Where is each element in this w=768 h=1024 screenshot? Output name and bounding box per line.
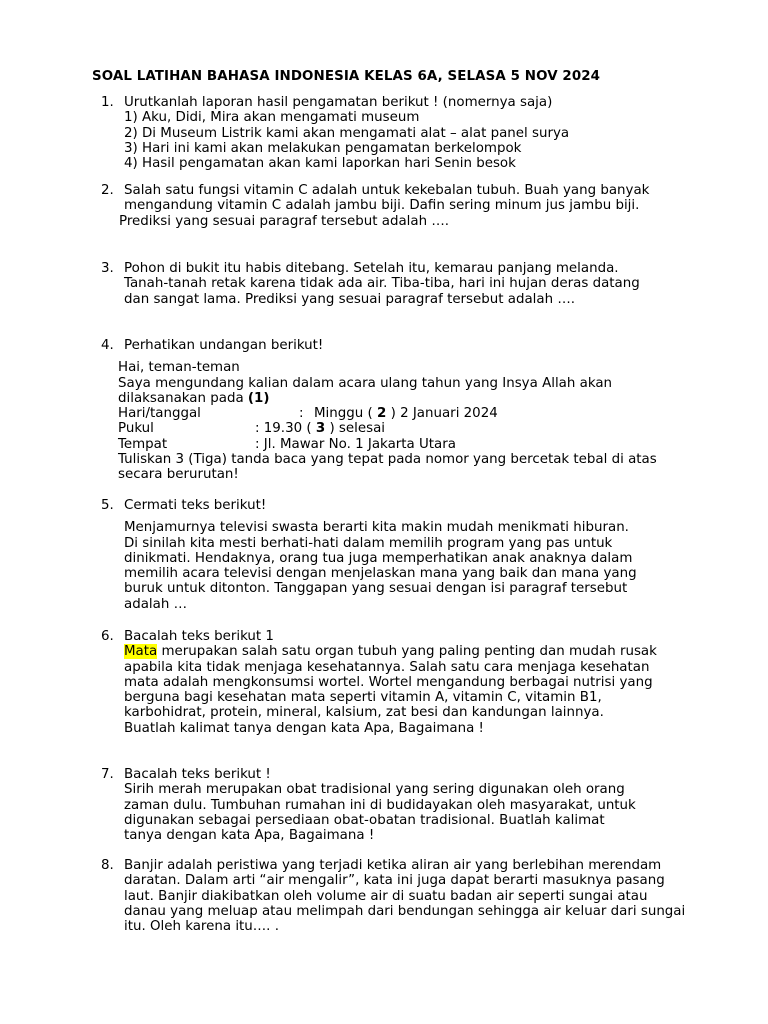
list-item: 1) Aku, Didi, Mira akan mengamati museum bbox=[124, 110, 420, 126]
question-instruction: Tuliskan 3 (Tiga) tanda baca yang tepat pada nomor yang bercetak tebal di atas secara berurutan! bbox=[118, 452, 657, 483]
question-passage: Sirih merah merupakan obat tradisional yang sering digunakan oleh orang zaman dulu. Tumbuhan rumahan ini di budidayakan oleh masyarakat, untuk digunakan sebagai persediaan obat-obatan tradisional. Buatlah kalimat tanya dengan kata Apa, Bagaimana ! bbox=[124, 782, 636, 844]
day-value: Minggu ( 2 ) 2 Januari 2024 bbox=[314, 406, 498, 422]
question-number: 5. bbox=[101, 498, 114, 513]
question-prompt: Buatlah kalimat tanya dengan kata Apa, Bagaimana ! bbox=[124, 720, 484, 736]
question-text: Bacalah teks berikut ! bbox=[124, 767, 271, 782]
question-text: Urutkanlah laporan hasil pengamatan berikut ! (nomernya saja) bbox=[124, 95, 553, 110]
question-1 bbox=[101, 95, 661, 171]
highlighted-word: Mata bbox=[124, 644, 158, 660]
question-6 bbox=[101, 629, 661, 736]
question-5 bbox=[101, 498, 646, 612]
question-3 bbox=[101, 261, 661, 307]
invitation-text: Saya mengundang kalian dalam acara ulang tahun yang Insya Allah akan dilaksanakan pada (1) bbox=[118, 375, 613, 406]
place-value: : Jl. Mawar No. 1 Jakarta Utara bbox=[255, 436, 456, 452]
blank-marker: 2 bbox=[377, 406, 387, 422]
question-number: 7. bbox=[101, 767, 114, 782]
page-title: SOAL LATIHAN BAHASA INDONESIA KELAS 6A, SELASA 5 NOV 2024 bbox=[92, 69, 601, 84]
question-number: 1. bbox=[101, 95, 114, 110]
invitation-greeting: Hai, teman-teman bbox=[118, 360, 240, 376]
blank-marker: 3 bbox=[315, 421, 326, 437]
list-item: 4) Hasil pengamatan akan kami laporkan hari Senin besok bbox=[124, 156, 516, 172]
question-text: Pohon di bukit itu habis ditebang. Setelah itu, kemarau panjang melanda. Tanah-tanah retak karena tidak ada air. Tiba-tiba, hari ini hujan deras datang dan sangat lama. Prediksi yang sesuai paragraf tersebut adalah …. bbox=[124, 261, 640, 307]
question-passage: Menjamurnya televisi swasta berarti kita makin mudah menikmati hiburan. Di sinilah kita mesti berhati-hati dalam memilih program yang pas untuk dinikmati. Hendaknya, orang tua juga memperhatikan anak anaknya dalam memilih acara televisi dengan menjelaskan mana yang baik dan mana yang buruk untuk ditonton. Tanggapan yang sesuai dengan isi paragraf tersebut adalah … bbox=[124, 520, 637, 612]
question-4 bbox=[101, 338, 691, 483]
question-text: Cermati teks berikut! bbox=[124, 498, 267, 513]
question-passage: Mata merupakan salah satu organ tubuh yang paling penting dan mudah rusak apabila kita tidak menjaga kesehatannya. Salah satu cara menjaga kesehatan mata adalah mengkonsumsi wortel. Wortel mengandung berbagai nutrisi yang berguna bagi kesehatan mata seperti vitamin A, vitamin C, vitamin B1, karbohidrat, protein, mineral, kalsium, zat besi dan kandungan lainnya. bbox=[124, 644, 657, 721]
question-8 bbox=[101, 858, 686, 934]
question-number: 6. bbox=[101, 629, 114, 644]
question-number: 3. bbox=[101, 261, 114, 276]
question-prompt: Prediksi yang sesuai paragraf tersebut adalah …. bbox=[119, 213, 449, 229]
question-text: Salah satu fungsi vitamin C adalah untuk kekebalan tubuh. Buah yang banyak mengandung vitamin C adalah jambu biji. Dafin sering minum jus jambu biji. bbox=[124, 183, 650, 214]
invitation-day-row: Hari/tanggal : Minggu ( 2 ) 2 Januari 2024 bbox=[118, 406, 498, 422]
time-label: Pukul bbox=[118, 421, 154, 437]
blank-marker: (1) bbox=[247, 390, 270, 406]
question-text: Banjir adalah peristiwa yang terjadi ketika aliran air yang berlebihan merendam daratan. Dalam arti “air mengalir”, kata ini juga dapat berarti masuknya pasang laut. Banjir diakibatkan oleh volume air di suatu badan air seperti sungai atau danau yang meluap atau melimpah dari bendungan sehingga air keluar dari sungai itu. Oleh karena itu…. . bbox=[124, 858, 686, 935]
question-7 bbox=[101, 767, 646, 843]
question-number: 4. bbox=[101, 338, 114, 353]
question-2 bbox=[101, 183, 661, 229]
time-value: : 19.30 ( 3 ) selesai bbox=[255, 421, 386, 437]
place-label: Tempat bbox=[118, 436, 168, 452]
question-number: 8. bbox=[101, 858, 114, 873]
invitation-place-row bbox=[118, 437, 691, 452]
day-label: Hari/tanggal bbox=[118, 406, 201, 422]
question-text: Bacalah teks berikut 1 bbox=[124, 629, 274, 644]
invitation-time-row bbox=[118, 421, 691, 436]
list-item: 2) Di Museum Listrik kami akan mengamati alat – alat panel surya bbox=[124, 125, 570, 141]
question-text: Perhatikan undangan berikut! bbox=[124, 338, 324, 353]
list-item: 3) Hari ini kami akan melakukan pengamatan berkelompok bbox=[124, 140, 522, 156]
invitation bbox=[118, 360, 691, 482]
question-number: 2. bbox=[101, 183, 114, 198]
